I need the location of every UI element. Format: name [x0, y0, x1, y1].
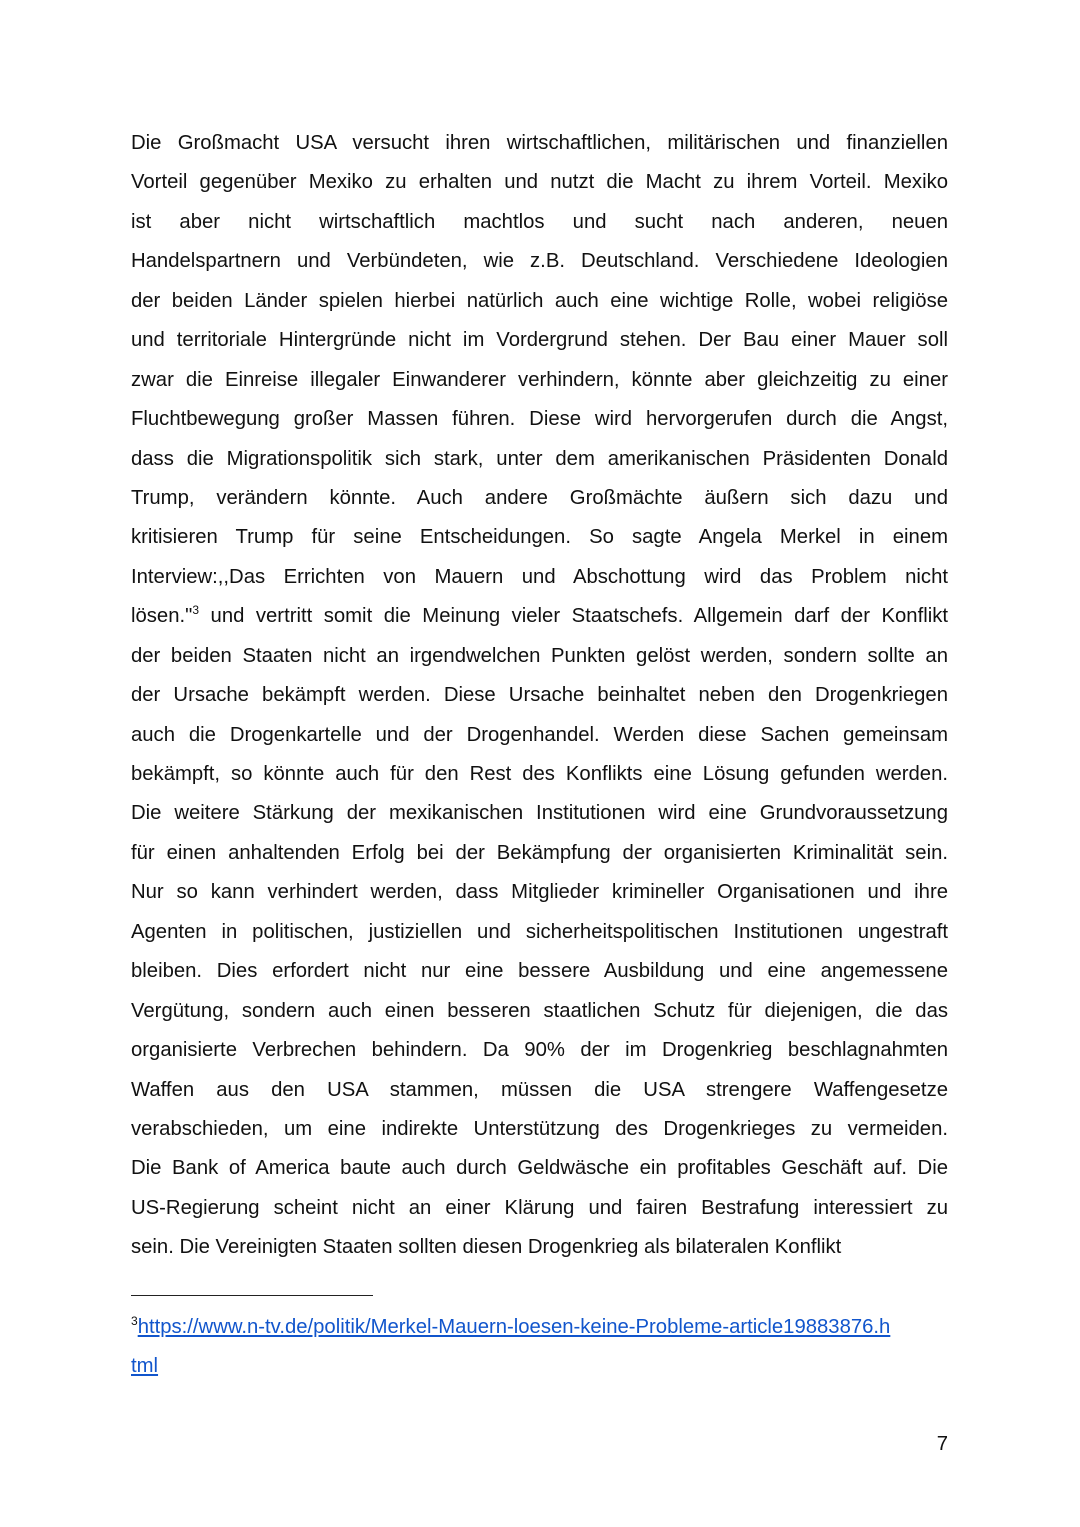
text-line: Interview:,,Das Errichten von Mauern und Abschottung wird das Problem nicht — [131, 565, 948, 588]
footnote-link-continuation[interactable]: tml — [131, 1355, 159, 1378]
text-line: Die weitere Stärkung der mexikanischen Institutionen wird eine Grundvoraussetzung — [131, 802, 948, 825]
footnote-reference[interactable]: 3 — [192, 603, 200, 618]
footnote — [131, 1308, 948, 1387]
text-segment: und vertritt somit die Meinung vieler Staatschefs. Allgemein darf der Konflikt — [199, 605, 948, 628]
text-line: organisierte Verbrechen behindern. Da 90% der im Drogenkrieg beschlagnahmten — [131, 1039, 948, 1062]
body-paragraph — [131, 124, 948, 1268]
text-line: bleiben. Dies erfordert nicht nur eine bessere Ausbildung und eine angemessene — [131, 960, 948, 983]
text-line: dass die Migrationspolitik sich stark, unter dem amerikanischen Präsidenten Donald — [131, 447, 948, 470]
text-line: Trump, verändern könnte. Auch andere Großmächte äußern sich dazu und — [131, 486, 948, 509]
text-line: und territoriale Hintergründe nicht im Vordergrund stehen. Der Bau einer Mauer soll — [131, 329, 948, 352]
text-line: Agenten in politischen, justiziellen und sicherheitspolitischen Institutionen ungestraft — [131, 920, 948, 943]
text-line: der beiden Staaten nicht an irgendwelchen Punkten gelöst werden, sondern sollte an — [131, 644, 948, 667]
text-line: Die Bank of America baute auch durch Geldwäsche ein profitables Geschäft auf. Die — [131, 1157, 948, 1180]
text-line: Die Großmacht USA versucht ihren wirtschaftlichen, militärischen und finanziellen — [131, 132, 948, 154]
text-line: zwar die Einreise illegaler Einwanderer verhindern, könnte aber gleichzeitig zu einer — [131, 368, 948, 391]
text-line: sein. Die Vereinigten Staaten sollten diesen Drogenkrieg als bilateralen Konflikt — [131, 1236, 842, 1259]
text-line: Nur so kann verhindert werden, dass Mitglieder krimineller Organisationen und ihre — [131, 881, 948, 904]
footnote-line — [131, 1308, 948, 1347]
text-line: Fluchtbewegung großer Massen führen. Diese wird hervorgerufen durch die Angst, — [131, 408, 948, 431]
text-line: Waffen aus den USA stammen, müssen die USA strengere Waffengesetze — [131, 1078, 948, 1101]
text-line: Vergütung, sondern auch einen besseren staatlichen Schutz für diejenigen, die das — [131, 999, 948, 1022]
text-line: US-Regierung scheint nicht an einer Klärung und fairen Bestrafung interessiert zu — [131, 1196, 948, 1219]
footnote-line — [131, 1347, 948, 1386]
text-line: Vorteil gegenüber Mexiko zu erhalten und nutzt die Macht zu ihrem Vorteil. Mexiko — [131, 171, 948, 194]
text-line: der beiden Länder spielen hierbei natürlich auch eine wichtige Rolle, wobei religiöse — [131, 289, 948, 312]
text-line: der Ursache bekämpft werden. Diese Ursache beinhaltet neben den Drogenkriegen — [131, 684, 948, 707]
footnote-link[interactable]: https://www.n-tv.de/politik/Merkel-Mauern-loesen-keine-Probleme-article19883876.h — [137, 1316, 891, 1338]
text-line: Handelspartnern und Verbündeten, wie z.B. Deutschland. Verschiedene Ideologien — [131, 250, 948, 273]
text-line: ist aber nicht wirtschaftlich machtlos und sucht nach anderen, neuen — [131, 210, 948, 233]
text-line: verabschieden, um eine indirekte Unterstützung des Drogenkrieges zu vermeiden. — [131, 1117, 948, 1140]
text-line: bekämpft, so könnte auch für den Rest des Konflikts eine Lösung gefunden werden. — [131, 763, 948, 785]
text-segment: lösen." — [131, 605, 193, 628]
footnote-number: 3 — [131, 1314, 138, 1329]
text-line-with-footnote-ref — [131, 597, 948, 636]
text-line: für einen anhaltenden Erfolg bei der Bekämpfung der organisierten Kriminalität sein. — [131, 841, 948, 864]
footnote-separator — [131, 1295, 373, 1296]
text-line: kritisieren Trump für seine Entscheidungen. So sagte Angela Merkel in einem — [131, 526, 948, 549]
page-number: 7 — [936, 1433, 948, 1455]
text-line: auch die Drogenkartelle und der Drogenhandel. Werden diese Sachen gemeinsam — [131, 723, 948, 746]
